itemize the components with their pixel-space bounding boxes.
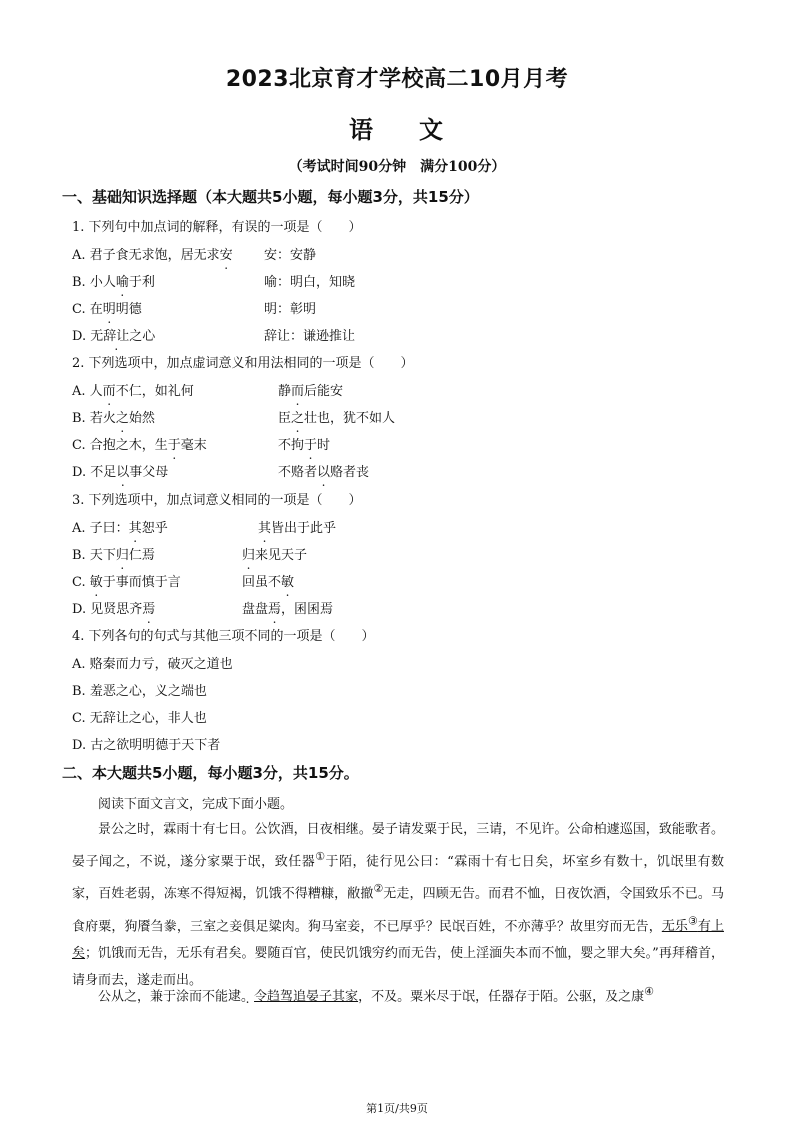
q3-option-c	[72, 571, 295, 590]
option-explanation: 明：彰明	[264, 302, 317, 317]
dotted-word: 焉	[142, 602, 156, 617]
exam-title: 2023北京育才学校高二10月月考	[225, 67, 569, 92]
option-label: D.	[72, 329, 91, 344]
option-explanation: 喻：明白，知晓	[264, 275, 356, 290]
q1-option-c	[72, 298, 317, 317]
dotted-word: 其	[258, 521, 272, 536]
underlined-text: 无乐	[661, 918, 689, 934]
q4-option-b	[72, 680, 207, 699]
q1-option-b	[72, 271, 356, 290]
passage-paragraph-2	[72, 978, 724, 1010]
option-label: D.	[72, 738, 91, 753]
dotted-word: 其	[128, 521, 142, 536]
passage-text: 无走，四顾无告。而君不恤，日夜饮酒，令国致乐不已。马食府粟，狗餍刍豢，三室之妾俱足粱肉。狗马室妾，不已厚乎？民氓百姓，不亦薄乎？故里穷而无告，	[72, 886, 724, 934]
option-text: 无	[90, 329, 104, 344]
page-number: 第1页/共9页	[366, 1102, 428, 1115]
option-text: 若火	[89, 411, 116, 426]
dotted-word: 而	[291, 384, 305, 399]
q1-option-a	[72, 244, 317, 263]
q2-option-b	[72, 407, 396, 426]
option-label: A.	[72, 521, 90, 536]
q3-option-a	[72, 517, 337, 536]
option-text: 无辞让之心，非人也	[89, 711, 207, 726]
passage-text: 于陌，徒行见公曰：“霖雨十有七日矣，坏室乡有数十，饥氓里有数家，百姓老弱，冻寒不得短褐，饥饿不得糟糠，敝撤	[72, 854, 724, 902]
option-label: C.	[72, 438, 90, 453]
dotted-word: 之	[291, 411, 305, 426]
dotted-word: 归	[242, 548, 256, 563]
section-1-heading: 一、基础知识选择题（本大题共5小题，每小题3分，共15分）	[62, 188, 479, 206]
q3-option-d	[72, 598, 334, 617]
passage-text: 景公之时，霖雨十有七日。公饮酒，日夜相继。晏子请发粟于民，三请，不见许。公命柏遽巡国，致能歌者。晏子闻之，不说，遂分家粟于氓，致任器	[72, 822, 724, 870]
option-text: 之心	[129, 329, 156, 344]
option-label: C.	[72, 711, 90, 726]
option-label: A.	[72, 248, 90, 263]
option-compare	[242, 571, 294, 590]
option-label: A.	[72, 384, 90, 399]
underlined-text: 有上矣	[72, 918, 724, 961]
dotted-word: 归	[115, 548, 129, 563]
compare-text: 赂者丧	[330, 465, 370, 480]
option-explanation: 辞让：谦逊推让	[264, 329, 356, 344]
footnote-marker: ④	[644, 985, 654, 998]
question-3-stem: 3. 下列选项中，加点词意义相同的一项是（ ）	[72, 493, 362, 508]
q4-option-d	[72, 734, 220, 753]
q1-option-d	[72, 325, 356, 344]
option-compare	[278, 461, 369, 480]
option-text: 在	[89, 302, 103, 317]
option-compare	[258, 517, 336, 536]
dotted-word: 明	[102, 302, 116, 317]
compare-text: 臣	[278, 411, 292, 426]
underlined-sentence: 令趋驾追晏子其家	[254, 989, 359, 1005]
q3-option-b	[72, 544, 308, 563]
option-text: 古之欲明明德于天下者	[90, 738, 221, 753]
compare-text: ，囷囷焉	[281, 602, 334, 617]
q4-option-c	[72, 707, 207, 726]
compare-text: 不赂者	[278, 465, 318, 480]
option-text: 天下	[89, 548, 116, 563]
footnote-marker: ③	[688, 914, 698, 928]
option-label: D.	[72, 602, 91, 617]
option-text: 人	[89, 384, 103, 399]
subject-char-1: 语	[349, 116, 375, 144]
option-explanation: 安：安静	[264, 248, 317, 263]
dotted-word: 以	[317, 465, 331, 480]
compare-text: 后能安	[304, 384, 344, 399]
dotted-word: 敏	[89, 575, 103, 590]
option-text: 事父母	[129, 465, 169, 480]
option-text: 君子食无求饱，居无求	[89, 248, 220, 263]
option-label: C.	[72, 575, 90, 590]
dotted-word: 以	[116, 465, 130, 480]
option-text: 合抱之木，生	[89, 438, 168, 453]
dotted-word: 敏	[281, 575, 295, 590]
compare-text: 回虽不	[242, 575, 282, 590]
option-compare	[242, 598, 333, 617]
q4-option-a	[72, 653, 233, 672]
compare-text: 盘盘	[242, 602, 269, 617]
question-1-stem: 1. 下列句中加点词的解释，有误的一项是（ ）	[72, 220, 362, 235]
dotted-word: 喻	[115, 275, 129, 290]
option-text: 于事而慎于言	[102, 575, 181, 590]
option-label: B.	[72, 275, 90, 290]
option-text: 子曰：	[89, 521, 129, 536]
option-text: 赂秦而力亏，破灭之道也	[89, 657, 233, 672]
option-compare	[278, 434, 330, 453]
option-text: 于利	[128, 275, 155, 290]
option-label: B.	[72, 684, 90, 699]
option-text: 明德	[115, 302, 142, 317]
passage-text: 。	[241, 989, 255, 1005]
option-text: 恕乎	[141, 521, 168, 536]
dotted-word: 焉	[268, 602, 282, 617]
option-compare	[278, 407, 395, 426]
passage-text: 公从之，兼于涂而不能	[98, 989, 229, 1005]
option-text: 见贤思齐	[90, 602, 143, 617]
question-2-stem: 2. 下列选项中，加点虚词意义和用法相同的一项是（ ）	[72, 356, 414, 371]
option-label: A.	[72, 657, 90, 672]
compare-text: 壮也，犹不如人	[304, 411, 396, 426]
option-label: C.	[72, 302, 90, 317]
dotted-word: 于	[304, 438, 318, 453]
section-2-heading: 二、本大题共5小题，每小题3分，共15分。	[62, 764, 359, 782]
dotted-word: 于	[167, 438, 181, 453]
compare-text: 时	[317, 438, 331, 453]
dotted-word: 逮 .	[228, 989, 241, 1004]
q2-option-a	[72, 380, 344, 399]
option-text: 不仁，如礼何	[115, 384, 194, 399]
footnote-marker: ①	[315, 850, 326, 863]
subject-char-2: 文	[419, 116, 445, 144]
dotted-word: 而	[102, 384, 116, 399]
subject-title	[0, 110, 794, 145]
option-compare	[242, 544, 307, 563]
reading-instruction: 阅读下面文言文，完成下面小题。	[98, 797, 294, 812]
passage-text: ，不及。粟米尽于氓，任器存于陌。公驱，及之康	[358, 989, 645, 1005]
q2-option-c	[72, 434, 331, 453]
dotted-word: 之	[115, 411, 129, 426]
option-text: 仁焉	[128, 548, 155, 563]
passage-text: ；饥饿而无告，无乐有君矣。婴随百官，使民饥饿穷约而无告，使上淫湎失本而不恤，婴之罪大矣。”再拜稽首，请身而去，遂走而出。	[72, 945, 724, 988]
option-text: 毫末	[180, 438, 207, 453]
question-4-stem: 4. 下列各句的句式与其他三项不同的一项是（ ）	[72, 629, 375, 644]
option-text: 羞恶之心，义之端也	[89, 684, 207, 699]
q2-option-d	[72, 461, 370, 480]
compare-text: 静	[278, 384, 292, 399]
option-label: B.	[72, 548, 90, 563]
dotted-word: 辞让	[103, 329, 130, 344]
footnote-marker: ②	[373, 882, 384, 896]
option-compare	[278, 380, 343, 399]
compare-text: 不拘	[278, 438, 305, 453]
option-text: 始然	[128, 411, 155, 426]
passage-paragraph-1	[72, 816, 724, 994]
option-label: D.	[72, 465, 91, 480]
option-label: B.	[72, 411, 90, 426]
dotted-word: 安	[219, 248, 233, 263]
option-text: 不足	[90, 465, 117, 480]
option-text: 小人	[89, 275, 116, 290]
exam-info: （考试时间90分钟 满分100分）	[288, 159, 506, 175]
compare-text: 来见天子	[255, 548, 308, 563]
compare-text: 皆出于此乎	[271, 521, 337, 536]
